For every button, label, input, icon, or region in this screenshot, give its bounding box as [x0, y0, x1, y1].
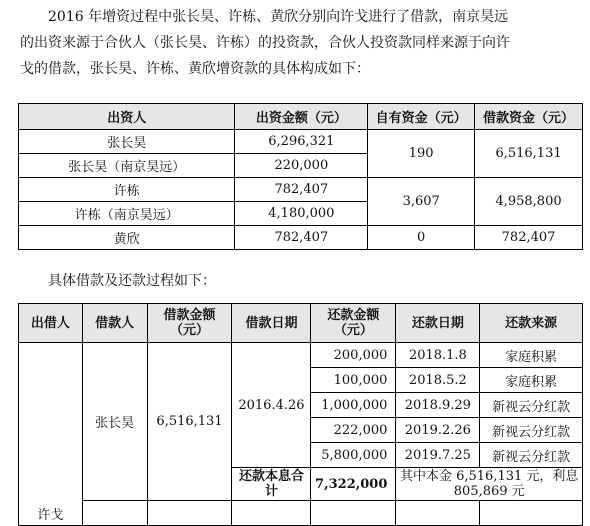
investor-cell: 张长昊（南京昊远） — [19, 154, 235, 178]
lender-cell: 许戈 — [19, 343, 83, 526]
loan-amount-cell: 6,516,131 — [147, 343, 232, 501]
header-loan-date: 借款日期 — [232, 304, 311, 343]
table-row — [19, 226, 583, 250]
empty-cell — [396, 501, 480, 526]
own-funds-cell: 190 — [368, 130, 475, 178]
intro-line-2: 的出资来源于合伙人（张长昊、许栋）的投资款，合伙人投资款同样来源于向许 — [20, 35, 510, 51]
header-lender: 出借人 — [19, 304, 83, 343]
empty-cell — [82, 501, 147, 526]
header-borrowed-funds: 借款资金（元） — [475, 104, 583, 130]
intro-line-1: 2016 年增资过程中张长昊、许栋、黄欣分别向许戈进行了借款，南京昊远 — [48, 9, 509, 25]
borrowed-funds-cell: 4,958,800 — [475, 178, 583, 226]
header-repay-source: 还款来源 — [480, 304, 583, 343]
investor-cell: 许栋 — [19, 178, 235, 202]
total-note-cell: 其中本金 6,516,131 元，利息 805,869 元 — [396, 468, 583, 501]
amount-cell: 4,180,000 — [235, 202, 368, 226]
header-contribution-amount: 出资金额（元） — [235, 104, 368, 130]
amount-cell: 220,000 — [235, 154, 368, 178]
table-row — [19, 343, 583, 368]
repay-source-cell: 新视云分红款 — [480, 418, 583, 443]
table-row — [19, 178, 583, 202]
header-loan-amount: 借款金额（元） — [147, 304, 232, 343]
table-header-row — [19, 304, 583, 343]
repay-date-cell: 2018.5.2 — [396, 368, 480, 393]
empty-cell — [480, 501, 583, 526]
table-header-row — [19, 104, 583, 130]
investor-cell: 许栋（南京昊远） — [19, 202, 235, 226]
borrower-cell: 张长昊 — [82, 343, 147, 501]
empty-cell — [232, 501, 311, 526]
repay-date-cell: 2018.1.8 — [396, 343, 480, 368]
amount-cell: 782,407 — [235, 178, 368, 202]
repay-date-cell: 2018.9.29 — [396, 393, 480, 418]
amount-cell: 782,407 — [235, 226, 368, 250]
own-funds-cell: 3,607 — [368, 178, 475, 226]
header-own-funds: 自有资金（元） — [368, 104, 475, 130]
repay-amount-cell: 1,000,000 — [311, 393, 396, 418]
intro-paragraph — [20, 4, 582, 82]
total-label-cell: 还款本息合计 — [232, 468, 311, 501]
intro-line-3: 戈的借款，张长昊、许栋、黄欣增资款的具体构成如下： — [20, 61, 370, 77]
loan-date-cell: 2016.4.26 — [232, 343, 311, 468]
header-repay-amount: 还款金额（元） — [311, 304, 396, 343]
empty-cell — [311, 501, 396, 526]
repay-date-cell: 2019.2.26 — [396, 418, 480, 443]
repay-amount-cell: 5,800,000 — [311, 443, 396, 468]
repay-source-cell: 家庭积累 — [480, 343, 583, 368]
repay-amount-cell: 100,000 — [311, 368, 396, 393]
investor-cell: 张长昊 — [19, 130, 235, 154]
table-row — [19, 130, 583, 154]
own-funds-cell: 0 — [368, 226, 475, 250]
borrowed-funds-cell: 6,516,131 — [475, 130, 583, 178]
repay-amount-cell: 222,000 — [311, 418, 396, 443]
capital-contribution-table — [18, 103, 583, 250]
repay-source-cell: 家庭积累 — [480, 368, 583, 393]
investor-cell: 黄欣 — [19, 226, 235, 250]
repay-date-cell: 2019.7.25 — [396, 443, 480, 468]
borrowed-funds-cell: 782,407 — [475, 226, 583, 250]
header-repay-date: 还款日期 — [396, 304, 480, 343]
loan-process-heading: 具体借款及还款过程如下： — [48, 273, 216, 289]
table-row — [19, 501, 583, 526]
loan-repayment-table — [18, 303, 583, 526]
repay-source-cell: 新视云分红款 — [480, 443, 583, 468]
empty-cell — [147, 501, 232, 526]
amount-cell: 6,296,321 — [235, 130, 368, 154]
header-borrower: 借款人 — [82, 304, 147, 343]
repay-source-cell: 新视云分红款 — [480, 393, 583, 418]
repay-amount-cell: 200,000 — [311, 343, 396, 368]
header-investor: 出资人 — [19, 104, 235, 130]
total-value-cell: 7,322,000 — [311, 468, 396, 501]
